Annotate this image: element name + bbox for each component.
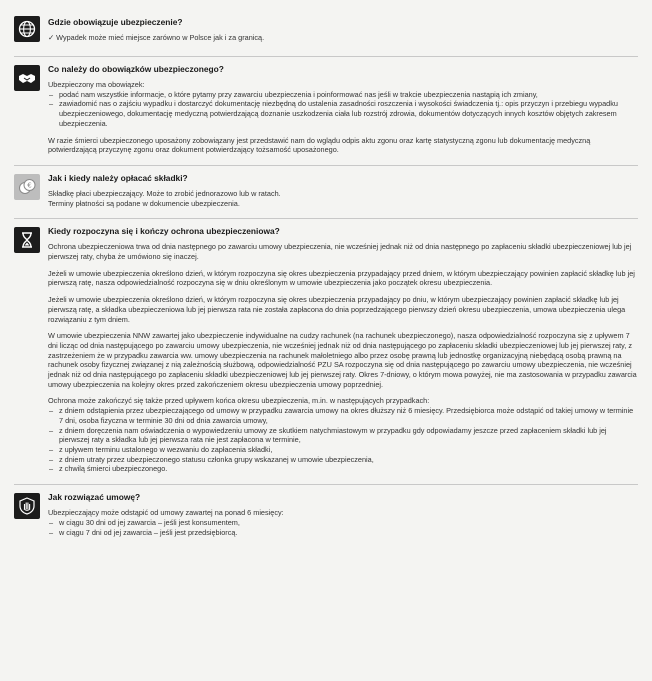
- globe-icon: [14, 16, 40, 42]
- section-title: Jak rozwiązać umowę?: [48, 492, 141, 503]
- list-item: – z chwilą śmierci ubezpieczonego.: [48, 464, 638, 474]
- hand-stop-icon: [14, 493, 40, 519]
- divider: [14, 484, 638, 485]
- withdrawal-list: [48, 518, 638, 537]
- section-text: ✓ Wypadek może mieć miejsce zarówno w Polsce jak i za granicą.: [48, 33, 265, 42]
- list-item: – w ciągu 30 dni od jej zawarcia – jeśli jest konsumentem,: [48, 518, 638, 528]
- section-obligations: [14, 63, 638, 155]
- divider: [14, 56, 638, 57]
- svg-text:€: €: [27, 181, 32, 190]
- section-title: Gdzie obowiązuje ubezpieczenie?: [48, 17, 183, 27]
- termination-list: [48, 406, 638, 474]
- handshake-icon: [14, 65, 40, 91]
- section-coverage-period: [14, 225, 638, 474]
- section-title: Kiedy rozpoczyna się i kończy ochrona ubezpieczeniowa?: [48, 226, 280, 237]
- section-paragraph: Ochrona może zakończyć się także przed upływem końca okresu ubezpieczenia, m.in. w następujących przypadkach:: [48, 396, 430, 406]
- section-paragraph: Jeżeli w umowie ubezpieczenia określono dzień, w którym rozpoczyna się okres ubezpieczenia przypadający po dniu, w którym ubezpieczający powinien zapłacić składkę lub jej pierwszą ratę, a składka ubezpieczeniowa lub jej pierwsza rata nie została zapłacona do dnia poprzedzającego pierwszy dzień okresu ubezpieczenia, umowa ubezpieczenia ulega rozwiązaniu z tym dniem.: [48, 295, 626, 324]
- section-paragraph: Jeżeli w umowie ubezpieczenia określono dzień, w którym rozpoczyna się okres ubezpieczenia przypadający przed dniem, w którym ubezpieczający powinien zapłacić składkę lub jej pierwszą ratę, nasza odpowiedzialność rozpoczyna się w dniu określonym w umowie ubezpieczenia jako początek okresu ubezpieczenia.: [48, 268, 635, 288]
- divider: [14, 218, 638, 219]
- hourglass-icon: [14, 227, 40, 253]
- obligations-list: [48, 90, 638, 129]
- section-paragraph: W razie śmierci ubezpieczonego uposażony zobowiązany jest przedstawić nam do wglądu odpis aktu zgonu oraz kartę statystyczną zgonu lub dokumentację medyczną potwierdzającą przyczynę zgonu oraz dokument potwierdzający tożsamość uposażonego.: [48, 135, 591, 155]
- list-item: – w ciągu 7 dni od jej zawarcia – jeśli jest przedsiębiorcą.: [48, 528, 638, 538]
- list-item: – z dniem doręczenia nam oświadczenia o wypowiedzeniu umowy ze skutkiem natychmiastowym w przypadku gdy odpowiadamy jeszcze przed zapłaceniem składki lub jej pierwszej raty a składka lub jej pierwsza rata nie jest zapłacona w terminie,: [48, 426, 638, 445]
- divider: [14, 165, 638, 166]
- section-premiums: [14, 172, 638, 208]
- section-terminate: [14, 491, 638, 537]
- list-item: – zawiadomić nas o zajściu wypadku i dostarczyć dokumentację niezbędną do ustalenia zasadności roszczenia i wysokości świadczenia tj.: opis przyczyn i przebiegu wypadku ubezpieczeniowego, dokumentację medyczną potwierdzającą doznanie uszkodzenia ciała lub rozstrój zdrowia, dokumentów dotyczących innych kosztów objętych zakresem ubezpieczenia.: [48, 99, 638, 128]
- section-intro: Ubezpieczony ma obowiązek:: [48, 80, 145, 89]
- section-intro: Ubezpieczający może odstąpić od umowy zawartej na ponad 6 miesięcy:: [48, 508, 284, 518]
- list-item: – z upływem terminu ustalonego w wezwaniu do zapłacenia składki,: [48, 445, 638, 455]
- list-item: – podać nam wszystkie informacje, o które pytamy przy zawarciu ubezpieczenia i poinformować nas jeśli w trakcie ubezpieczenia nastąpią ich zmiany,: [48, 90, 638, 100]
- section-paragraph: W umowie ubezpieczenia NNW zawartej jako ubezpieczenie indywidualne na cudzy rachunek (na rachunek ubezpieczonego), nasza odpowiedzialność rozpoczyna się z upływem 7 dni licząc od dnia następującego po zawarciu umowy ubezpieczenia, nie wcześniej jednak niż od dnia następującego po zapłaceniu składki ubezpieczeniowej lub jej pierwszej raty, z zastrzeżeniem że w przypadku zawarcia ww. umowy ubezpieczenia na rachunek małoletniego albo przez osobę prawną lub jednostkę organizacyjną niebędącą osobą prawną na rachunek osoby fizycznej związanej z nią zależnością służbową, odpowiedzialność PZU SA rozpoczyna się od dnia następującego po zawarciu umowy ubezpieczenia, nie wcześniej jednak niż od dnia następującego po zapłaceniu składki ubezpieczeniowej lub jej pierwszej raty. Okres 7-dniowy, o którym mowa powyżej, nie ma zastosowania w przypadku zawarcia umowy ubezpieczenia na kolejny okres przed zakończeniem okresu ubezpieczenia umowy poprzedniej.: [48, 331, 637, 389]
- section-title: Co należy do obowiązków ubezpieczonego?: [48, 64, 224, 74]
- section-where: [14, 16, 638, 56]
- coins-icon: [14, 174, 40, 200]
- section-text: Składkę płaci ubezpieczający. Może to zrobić jednorazowo lub w ratach.: [48, 188, 281, 198]
- section-paragraph: Ochrona ubezpieczeniowa trwa od dnia następnego po zawarciu umowy ubezpieczenia, nie wcześniej jednak niż od dnia następnego po zapłaceniu składki ubezpieczeniowej lub jej pierwszej raty, chyba że umówiono się inaczej.: [48, 242, 632, 262]
- section-title: Jak i kiedy należy opłacać składki?: [48, 172, 188, 183]
- list-item: – z dniem utraty przez ubezpieczonego statusu członka grupy wskazanej w umowie ubezpieczenia,: [48, 455, 638, 465]
- list-item: – z dniem odstąpienia przez ubezpieczającego od umowy w przypadku zawarcia umowy na okres dłuższy niż 6 miesięcy. Przedsiębiorca może odstąpić od takiej umowy w terminie 7 dni, osoba fizyczna w terminie 30 dni od dnia zawarcia umowy,: [48, 406, 638, 425]
- section-text: Terminy płatności są podane w dokumencie ubezpieczenia.: [48, 198, 240, 208]
